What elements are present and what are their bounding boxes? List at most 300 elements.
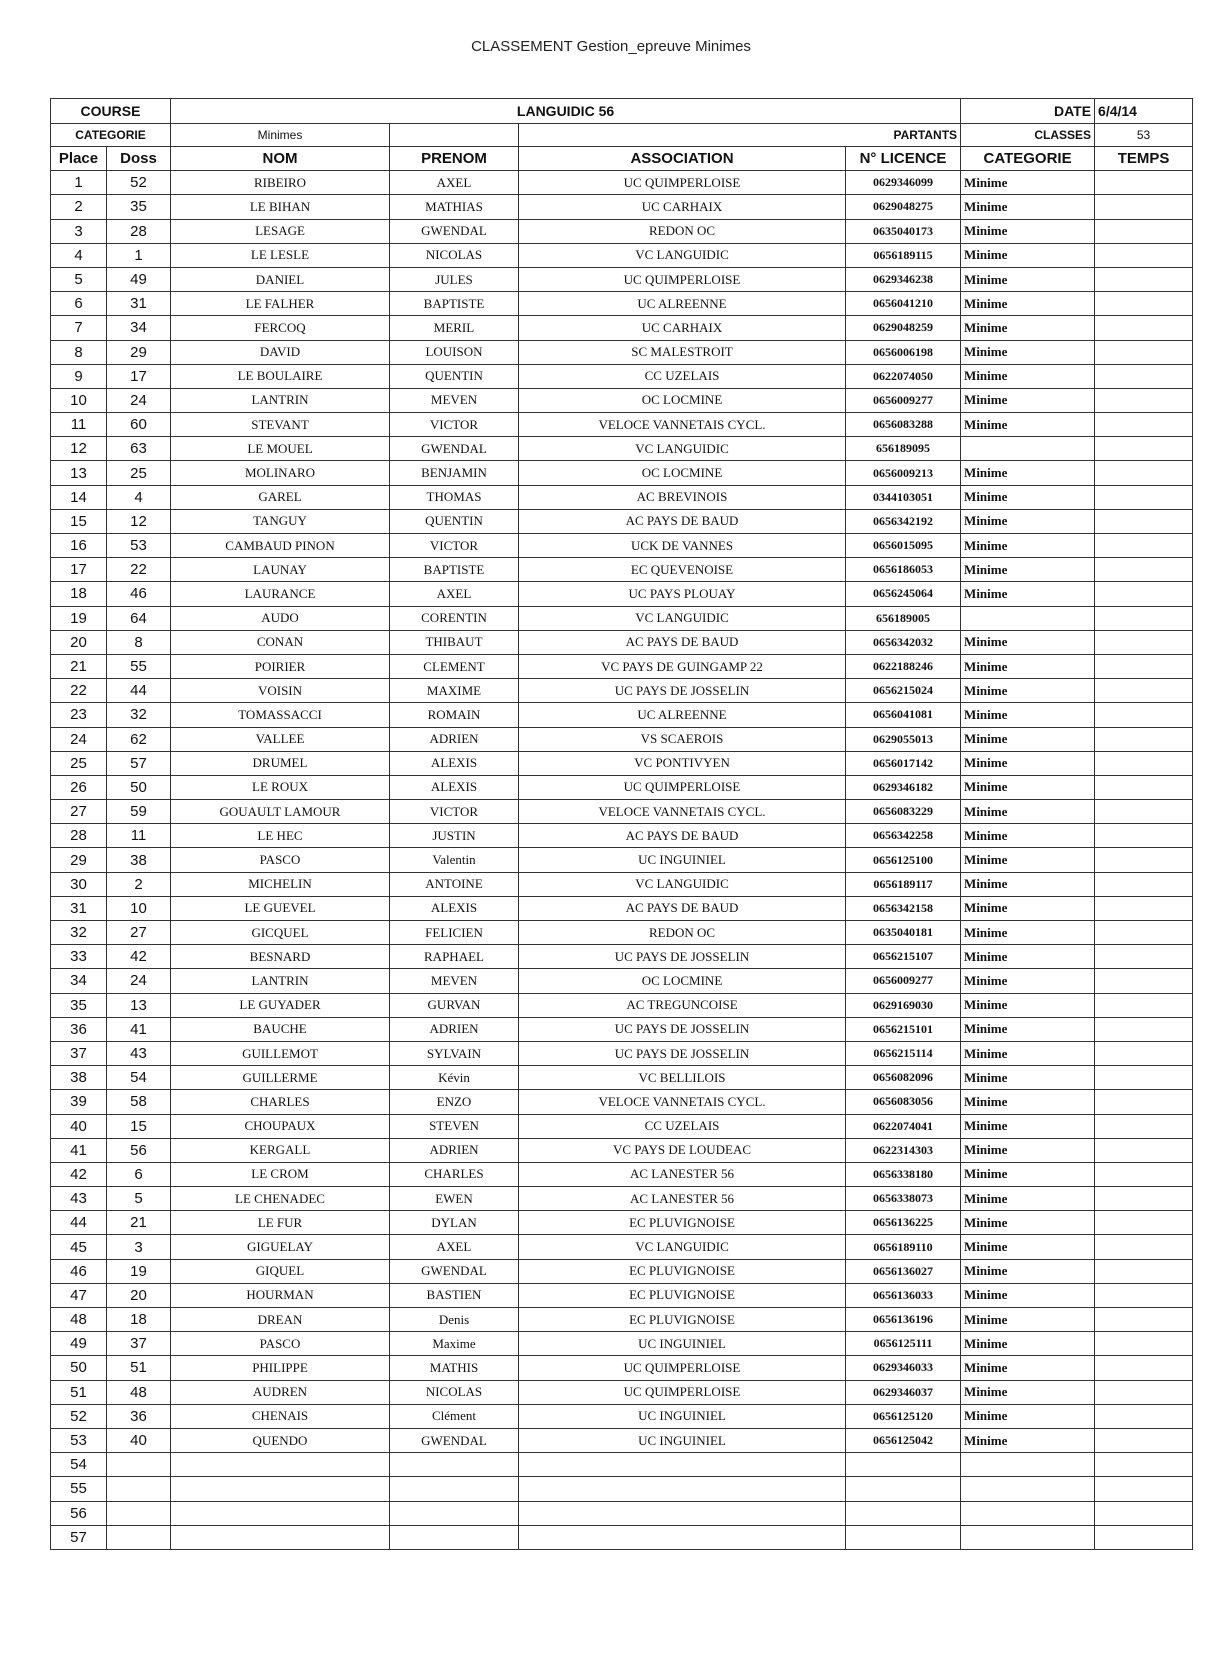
prenom-cell: JUSTIN	[390, 824, 519, 848]
table-row	[51, 800, 1193, 824]
nom-cell: TANGUY	[171, 509, 390, 533]
place-cell: 16	[51, 534, 107, 558]
table-row	[51, 485, 1193, 509]
results-table	[50, 98, 1193, 1550]
temps-cell	[1095, 1283, 1193, 1307]
prenom-cell: BASTIEN	[390, 1283, 519, 1307]
nom-cell: FERCOQ	[171, 316, 390, 340]
licence-cell: 0656342192	[846, 509, 961, 533]
temps-cell	[1095, 1404, 1193, 1428]
association-cell: UC QUIMPERLOISE	[519, 1356, 846, 1380]
place-cell: 44	[51, 1211, 107, 1235]
prenom-cell: MEVEN	[390, 969, 519, 993]
prenom-cell: MATHIS	[390, 1356, 519, 1380]
categorie-cell: Minime	[961, 1090, 1095, 1114]
temps-cell	[1095, 340, 1193, 364]
licence-cell: 0656136196	[846, 1308, 961, 1332]
nom-cell: VOISIN	[171, 679, 390, 703]
categorie-cell: Minime	[961, 582, 1095, 606]
prenom-cell: GWENDAL	[390, 1259, 519, 1283]
nom-cell: DANIEL	[171, 267, 390, 291]
doss-cell: 49	[107, 267, 171, 291]
temps-cell	[1095, 1453, 1193, 1477]
place-cell: 8	[51, 340, 107, 364]
licence-cell: 0656083288	[846, 413, 961, 437]
categorie-cell: Minime	[961, 195, 1095, 219]
doss-cell: 46	[107, 582, 171, 606]
licence-cell: 0656215101	[846, 1017, 961, 1041]
nom-cell: GUILLERME	[171, 1066, 390, 1090]
prenom-cell: AXEL	[390, 582, 519, 606]
licence-cell: 0635040173	[846, 219, 961, 243]
temps-cell	[1095, 630, 1193, 654]
licence-cell: 0629346182	[846, 775, 961, 799]
association-cell: VC LANGUIDIC	[519, 1235, 846, 1259]
doss-cell: 10	[107, 896, 171, 920]
association-cell: VC PAYS DE GUINGAMP 22	[519, 654, 846, 678]
licence-cell: 0656342258	[846, 824, 961, 848]
table-row	[51, 1066, 1193, 1090]
place-cell: 18	[51, 582, 107, 606]
table-row	[51, 727, 1193, 751]
association-cell: REDON OC	[519, 921, 846, 945]
table-row	[51, 751, 1193, 775]
licence-cell: 0656125120	[846, 1404, 961, 1428]
prenom-cell: CLEMENT	[390, 654, 519, 678]
nom-cell: DAVID	[171, 340, 390, 364]
licence-cell	[846, 1477, 961, 1501]
doss-cell: 2	[107, 872, 171, 896]
place-cell: 24	[51, 727, 107, 751]
categorie-cell: Minime	[961, 1138, 1095, 1162]
prenom-cell: BAPTISTE	[390, 292, 519, 316]
table-row	[51, 654, 1193, 678]
nom-cell	[171, 1501, 390, 1525]
temps-cell	[1095, 1162, 1193, 1186]
licence-cell: 0656215024	[846, 679, 961, 703]
temps-cell	[1095, 775, 1193, 799]
doss-cell: 51	[107, 1356, 171, 1380]
categorie-cell: Minime	[961, 292, 1095, 316]
place-cell: 38	[51, 1066, 107, 1090]
categorie-cell: Minime	[961, 509, 1095, 533]
licence-cell: 0656006198	[846, 340, 961, 364]
doss-cell: 24	[107, 969, 171, 993]
doss-cell: 18	[107, 1308, 171, 1332]
categorie-cell: Minime	[961, 1235, 1095, 1259]
temps-cell	[1095, 1066, 1193, 1090]
table-row	[51, 195, 1193, 219]
place-cell: 48	[51, 1308, 107, 1332]
table-row	[51, 848, 1193, 872]
licence-cell: 0656083229	[846, 800, 961, 824]
nom-cell: LANTRIN	[171, 969, 390, 993]
column-headers	[51, 147, 1193, 171]
table-row	[51, 1211, 1193, 1235]
nom-cell: GIGUELAY	[171, 1235, 390, 1259]
table-row	[51, 292, 1193, 316]
categorie-cell: Minime	[961, 534, 1095, 558]
prenom-cell: STEVEN	[390, 1114, 519, 1138]
prenom-cell: AXEL	[390, 171, 519, 195]
doss-cell: 35	[107, 195, 171, 219]
place-cell: 57	[51, 1525, 107, 1549]
nom-cell: GUILLEMOT	[171, 1041, 390, 1065]
table-row	[51, 1380, 1193, 1404]
categorie-cell: Minime	[961, 558, 1095, 582]
temps-cell	[1095, 1308, 1193, 1332]
table-row	[51, 1162, 1193, 1186]
licence-cell: 0622074041	[846, 1114, 961, 1138]
nom-cell	[171, 1525, 390, 1549]
col-header-prenom: PRENOM	[390, 147, 519, 171]
association-cell: UC QUIMPERLOISE	[519, 171, 846, 195]
categorie-cell	[961, 1501, 1095, 1525]
prenom-cell: CORENTIN	[390, 606, 519, 630]
table-row	[51, 606, 1193, 630]
licence-cell: 0622188246	[846, 654, 961, 678]
prenom-cell: THOMAS	[390, 485, 519, 509]
association-cell: SC MALESTROIT	[519, 340, 846, 364]
licence-cell: 0656015095	[846, 534, 961, 558]
temps-cell	[1095, 195, 1193, 219]
licence-cell: 0656189117	[846, 872, 961, 896]
classes-label: CLASSES	[961, 124, 1095, 147]
association-cell: EC PLUVIGNOISE	[519, 1259, 846, 1283]
association-cell: EC QUEVENOISE	[519, 558, 846, 582]
place-cell: 11	[51, 413, 107, 437]
temps-cell	[1095, 945, 1193, 969]
categorie-cell: Minime	[961, 364, 1095, 388]
place-cell: 4	[51, 243, 107, 267]
temps-cell	[1095, 896, 1193, 920]
doss-cell: 22	[107, 558, 171, 582]
categorie-cell: Minime	[961, 872, 1095, 896]
table-row	[51, 1187, 1193, 1211]
prenom-cell: GWENDAL	[390, 219, 519, 243]
col-header-categorie: CATEGORIE	[961, 147, 1095, 171]
result-rows	[51, 171, 1193, 1550]
temps-cell	[1095, 1211, 1193, 1235]
table-row	[51, 896, 1193, 920]
table-row	[51, 1090, 1193, 1114]
doss-cell: 1	[107, 243, 171, 267]
nom-cell: AUDO	[171, 606, 390, 630]
temps-cell	[1095, 1187, 1193, 1211]
nom-cell: BESNARD	[171, 945, 390, 969]
association-cell: UC PAYS DE JOSSELIN	[519, 945, 846, 969]
categorie-cell: Minime	[961, 388, 1095, 412]
temps-cell	[1095, 1235, 1193, 1259]
nom-cell: CHENAIS	[171, 1404, 390, 1428]
doss-cell: 41	[107, 1017, 171, 1041]
nom-cell: CHARLES	[171, 1090, 390, 1114]
nom-cell: DREAN	[171, 1308, 390, 1332]
nom-cell: LE LESLE	[171, 243, 390, 267]
nom-cell: LE FALHER	[171, 292, 390, 316]
place-cell: 37	[51, 1041, 107, 1065]
doss-cell: 13	[107, 993, 171, 1017]
licence-cell: 0629048259	[846, 316, 961, 340]
table-row	[51, 921, 1193, 945]
doss-cell: 31	[107, 292, 171, 316]
association-cell: UC PAYS DE JOSSELIN	[519, 679, 846, 703]
temps-cell	[1095, 316, 1193, 340]
place-cell: 36	[51, 1017, 107, 1041]
prenom-cell: GWENDAL	[390, 437, 519, 461]
place-cell: 52	[51, 1404, 107, 1428]
nom-cell	[171, 1453, 390, 1477]
prenom-cell: Clément	[390, 1404, 519, 1428]
categorie-cell: Minime	[961, 1066, 1095, 1090]
place-cell: 46	[51, 1259, 107, 1283]
temps-cell	[1095, 1041, 1193, 1065]
date-value: 6/4/14	[1095, 99, 1193, 124]
nom-cell: CONAN	[171, 630, 390, 654]
association-cell: AC PAYS DE BAUD	[519, 509, 846, 533]
table-row	[51, 1283, 1193, 1307]
table-row	[51, 461, 1193, 485]
doss-cell: 58	[107, 1090, 171, 1114]
categorie-cell: Minime	[961, 461, 1095, 485]
nom-cell: PASCO	[171, 848, 390, 872]
categorie-cell: Minime	[961, 630, 1095, 654]
table-row	[51, 1017, 1193, 1041]
nom-cell: GAREL	[171, 485, 390, 509]
doss-cell: 24	[107, 388, 171, 412]
course-value: LANGUIDIC 56	[171, 99, 961, 124]
temps-cell	[1095, 509, 1193, 533]
table-row	[51, 1501, 1193, 1525]
prenom-cell	[390, 1477, 519, 1501]
temps-cell	[1095, 872, 1193, 896]
temps-cell	[1095, 171, 1193, 195]
nom-cell: CAMBAUD PINON	[171, 534, 390, 558]
temps-cell	[1095, 1332, 1193, 1356]
licence-cell: 0656186053	[846, 558, 961, 582]
nom-cell: CHOUPAUX	[171, 1114, 390, 1138]
doss-cell: 29	[107, 340, 171, 364]
temps-cell	[1095, 606, 1193, 630]
temps-cell	[1095, 848, 1193, 872]
categorie-cell: Minime	[961, 654, 1095, 678]
place-cell: 3	[51, 219, 107, 243]
place-cell: 32	[51, 921, 107, 945]
table-row	[51, 1356, 1193, 1380]
temps-cell	[1095, 243, 1193, 267]
temps-cell	[1095, 1017, 1193, 1041]
place-cell: 31	[51, 896, 107, 920]
place-cell: 33	[51, 945, 107, 969]
prenom-cell: MERIL	[390, 316, 519, 340]
table-row	[51, 1138, 1193, 1162]
categorie-cell: Minime	[961, 824, 1095, 848]
nom-cell: PHILIPPE	[171, 1356, 390, 1380]
prenom-cell: NICOLAS	[390, 1380, 519, 1404]
association-cell: UC QUIMPERLOISE	[519, 1380, 846, 1404]
temps-cell	[1095, 1138, 1193, 1162]
temps-cell	[1095, 582, 1193, 606]
temps-cell	[1095, 219, 1193, 243]
doss-cell: 25	[107, 461, 171, 485]
categorie-cell: Minime	[961, 1428, 1095, 1452]
association-cell: VC LANGUIDIC	[519, 872, 846, 896]
nom-cell: GIQUEL	[171, 1259, 390, 1283]
partants-label: PARTANTS	[519, 124, 961, 147]
doss-cell: 50	[107, 775, 171, 799]
nom-cell	[171, 1477, 390, 1501]
doss-cell: 17	[107, 364, 171, 388]
association-cell: AC LANESTER 56	[519, 1187, 846, 1211]
categorie-cell	[961, 606, 1095, 630]
association-cell: UC QUIMPERLOISE	[519, 775, 846, 799]
licence-cell: 0656125042	[846, 1428, 961, 1452]
licence-cell	[846, 1453, 961, 1477]
col-header-doss: Doss	[107, 147, 171, 171]
place-cell: 19	[51, 606, 107, 630]
doss-cell: 5	[107, 1187, 171, 1211]
table-row	[51, 1235, 1193, 1259]
table-row	[51, 1428, 1193, 1452]
table-row	[51, 413, 1193, 437]
doss-cell: 40	[107, 1428, 171, 1452]
categorie-cell	[961, 437, 1095, 461]
table-row	[51, 824, 1193, 848]
place-cell: 2	[51, 195, 107, 219]
prenom-cell: ADRIEN	[390, 727, 519, 751]
association-cell	[519, 1501, 846, 1525]
nom-cell: LAURANCE	[171, 582, 390, 606]
association-cell: UC CARHAIX	[519, 195, 846, 219]
table-row	[51, 872, 1193, 896]
categorie-cell: Minime	[961, 1380, 1095, 1404]
temps-cell	[1095, 1114, 1193, 1138]
nom-cell: LE CHENADEC	[171, 1187, 390, 1211]
nom-cell: LE HEC	[171, 824, 390, 848]
place-cell: 42	[51, 1162, 107, 1186]
table-row	[51, 1477, 1193, 1501]
place-cell: 27	[51, 800, 107, 824]
prenom-cell: CHARLES	[390, 1162, 519, 1186]
table-row	[51, 630, 1193, 654]
doss-cell: 3	[107, 1235, 171, 1259]
table-row	[51, 1308, 1193, 1332]
categorie-cell: Minime	[961, 703, 1095, 727]
nom-cell: QUENDO	[171, 1428, 390, 1452]
place-cell: 35	[51, 993, 107, 1017]
categorie-cell: Minime	[961, 340, 1095, 364]
categorie-cell: Minime	[961, 316, 1095, 340]
licence-cell: 0656082096	[846, 1066, 961, 1090]
association-cell: UC ALREENNE	[519, 292, 846, 316]
categorie-cell: Minime	[961, 485, 1095, 509]
nom-cell: KERGALL	[171, 1138, 390, 1162]
prenom-cell: ALEXIS	[390, 896, 519, 920]
doss-cell: 12	[107, 509, 171, 533]
licence-cell: 0656245064	[846, 582, 961, 606]
prenom-cell: MAXIME	[390, 679, 519, 703]
doss-cell: 37	[107, 1332, 171, 1356]
association-cell: VC BELLILOIS	[519, 1066, 846, 1090]
association-cell: EC PLUVIGNOISE	[519, 1308, 846, 1332]
place-cell: 5	[51, 267, 107, 291]
table-row	[51, 267, 1193, 291]
licence-cell: 0656215114	[846, 1041, 961, 1065]
categorie-cell: Minime	[961, 800, 1095, 824]
course-row	[51, 99, 1193, 124]
association-cell: VS SCAEROIS	[519, 727, 846, 751]
association-cell	[519, 1477, 846, 1501]
doss-cell: 53	[107, 534, 171, 558]
nom-cell: MOLINARO	[171, 461, 390, 485]
doss-cell: 15	[107, 1114, 171, 1138]
categorie-cell: Minime	[961, 921, 1095, 945]
categorie-cell: Minime	[961, 1356, 1095, 1380]
categorie-cell: Minime	[961, 896, 1095, 920]
licence-cell: 0656189110	[846, 1235, 961, 1259]
association-cell: AC TREGUNCOISE	[519, 993, 846, 1017]
col-header-place: Place	[51, 147, 107, 171]
temps-cell	[1095, 292, 1193, 316]
place-cell: 15	[51, 509, 107, 533]
temps-cell	[1095, 1477, 1193, 1501]
doss-cell	[107, 1453, 171, 1477]
nom-cell: AUDREN	[171, 1380, 390, 1404]
temps-cell	[1095, 364, 1193, 388]
temps-cell	[1095, 1501, 1193, 1525]
prenom-cell: DYLAN	[390, 1211, 519, 1235]
prenom-cell	[390, 1453, 519, 1477]
licence-cell: 0656125100	[846, 848, 961, 872]
association-cell: UC INGUINIEL	[519, 1332, 846, 1356]
place-cell: 49	[51, 1332, 107, 1356]
licence-cell: 0656342032	[846, 630, 961, 654]
licence-cell: 0656338073	[846, 1187, 961, 1211]
licence-cell: 0656009213	[846, 461, 961, 485]
prenom-cell: QUENTIN	[390, 364, 519, 388]
categorie-cell	[961, 1477, 1095, 1501]
prenom-cell	[390, 1525, 519, 1549]
association-cell: VELOCE VANNETAIS CYCL.	[519, 1090, 846, 1114]
place-cell: 14	[51, 485, 107, 509]
association-cell: OC LOCMINE	[519, 969, 846, 993]
association-cell: EC PLUVIGNOISE	[519, 1283, 846, 1307]
temps-cell	[1095, 388, 1193, 412]
licence-cell: 0344103051	[846, 485, 961, 509]
table-row	[51, 993, 1193, 1017]
association-cell: OC LOCMINE	[519, 388, 846, 412]
temps-cell	[1095, 461, 1193, 485]
table-row	[51, 509, 1193, 533]
prenom-cell: ADRIEN	[390, 1017, 519, 1041]
table-row	[51, 582, 1193, 606]
licence-cell: 0656125111	[846, 1332, 961, 1356]
categorie-cell: Minime	[961, 969, 1095, 993]
temps-cell	[1095, 969, 1193, 993]
doss-cell: 21	[107, 1211, 171, 1235]
categorie-cell: Minime	[961, 1283, 1095, 1307]
doss-cell: 36	[107, 1404, 171, 1428]
nom-cell: LE BIHAN	[171, 195, 390, 219]
association-cell: VC PONTIVYEN	[519, 751, 846, 775]
date-label: DATE	[961, 99, 1095, 124]
licence-cell: 0656338180	[846, 1162, 961, 1186]
temps-cell	[1095, 824, 1193, 848]
categorie-cell: Minime	[961, 945, 1095, 969]
nom-cell: MICHELIN	[171, 872, 390, 896]
categorie-cell: Minime	[961, 1308, 1095, 1332]
place-cell: 23	[51, 703, 107, 727]
